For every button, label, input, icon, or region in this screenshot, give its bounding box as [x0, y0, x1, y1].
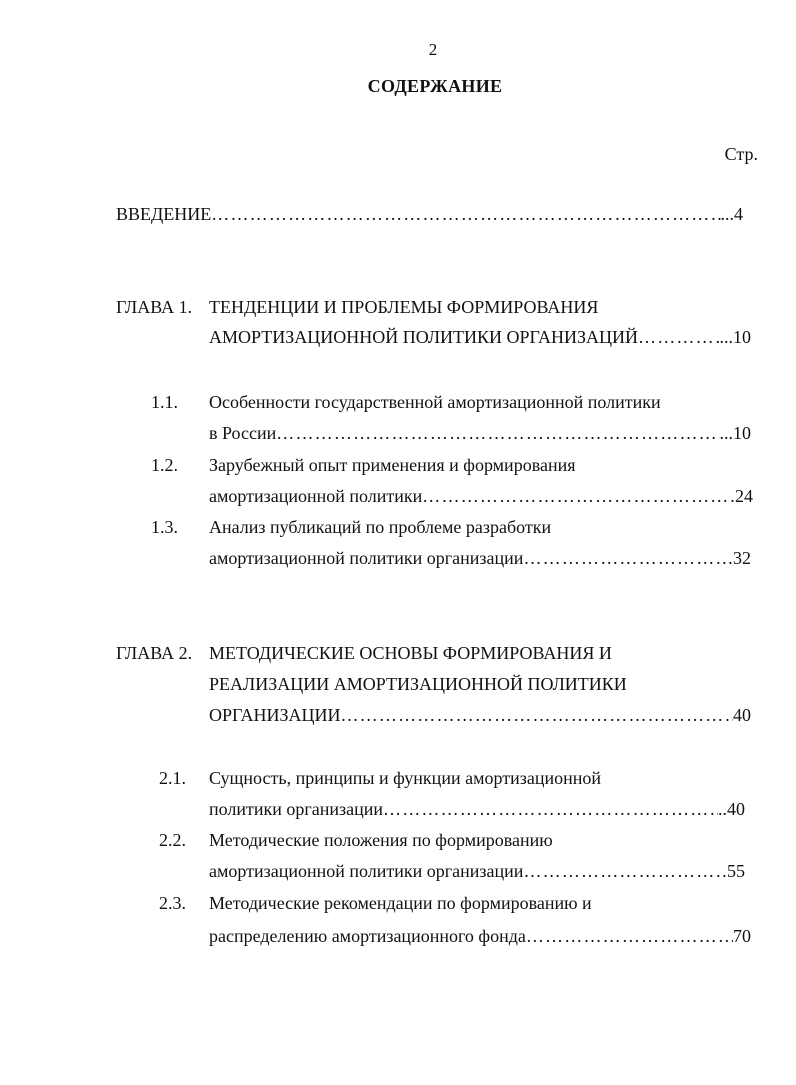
section-number: 1.1.	[151, 392, 178, 412]
toc-entry-label: ОРГАНИЗАЦИИ	[209, 705, 341, 725]
chapter-2-title-line2: РЕАЛИЗАЦИИ АМОРТИЗАЦИОННОЙ ПОЛИТИКИ	[209, 674, 627, 694]
toc-entry-label: АМОРТИЗАЦИОННОЙ ПОЛИТИКИ ОРГАНИЗАЦИЙ	[209, 327, 639, 347]
chapter-2-number: ГЛАВА 2.	[116, 643, 193, 663]
toc-entry-page: ...10	[719, 327, 751, 347]
section-number: 2.1.	[159, 768, 186, 788]
toc-entry-label: ВВЕДЕНИЕ	[116, 204, 212, 224]
toc-leader-dots	[523, 860, 727, 882]
toc-entry-page: ..40	[718, 799, 745, 819]
page-number: 2	[428, 40, 438, 59]
toc-leader-dots	[638, 326, 719, 348]
toc-entry-label: амортизационной политики организации	[209, 548, 524, 568]
section-title-line2	[209, 798, 745, 820]
toc-leader-dots	[276, 422, 719, 444]
toc-leader-dots	[383, 798, 718, 820]
toc-entry-intro	[116, 203, 743, 225]
chapter-1-title-line1: ТЕНДЕНЦИИ И ПРОБЛЕМЫ ФОРМИРОВАНИЯ	[209, 297, 599, 317]
section-title-line1: Анализ публикаций по проблеме разработки	[209, 517, 552, 537]
toc-entry-label: политики организации	[209, 799, 384, 819]
section-number: 2.3.	[159, 893, 186, 913]
section-title-line2	[209, 485, 753, 507]
toc-entry-label: амортизационной политики	[209, 486, 423, 506]
section-title-line1: Методические положения по формированию	[209, 830, 553, 850]
section-title-line2	[209, 422, 751, 444]
toc-entry-page: 40	[733, 705, 751, 725]
section-title-line1: Методические рекомендации по формированию и	[209, 893, 592, 913]
toc-leader-dots	[526, 925, 733, 947]
toc-leader-dots	[422, 485, 735, 507]
toc-entry-label: амортизационной политики организации	[209, 861, 524, 881]
chapter-1-number: ГЛАВА 1.	[116, 297, 193, 317]
toc-entry-page: 32	[733, 548, 751, 568]
toc-leader-dots	[523, 547, 733, 569]
toc-entry-page: 55	[727, 861, 745, 881]
section-number: 1.3.	[151, 517, 178, 537]
toc-entry-label: в России	[209, 423, 277, 443]
chapter-2-title-line3	[209, 704, 751, 726]
toc-leader-dots	[340, 704, 733, 726]
page-column-header: Стр.	[724, 144, 758, 164]
section-title-line2	[209, 547, 751, 569]
section-number: 2.2.	[159, 830, 186, 850]
chapter-2-title-line1: МЕТОДИЧЕСКИЕ ОСНОВЫ ФОРМИРОВАНИЯ И	[209, 643, 612, 663]
section-title-line1: Сущность, принципы и функции амортизационной	[209, 768, 601, 788]
section-title-line1: Зарубежный опыт применения и формирования	[209, 455, 576, 475]
section-title-line2	[209, 860, 745, 882]
section-number: 1.2.	[151, 455, 178, 475]
toc-entry-page: ...4	[720, 204, 743, 224]
toc-entry-page: 70	[733, 926, 751, 946]
section-title-line2	[209, 925, 751, 947]
chapter-1-title-line2	[209, 326, 751, 348]
toc-entry-page: ...10	[719, 423, 751, 443]
toc-entry-label: распределению амортизационного фонда	[209, 926, 526, 946]
page-title: СОДЕРЖАНИЕ	[367, 76, 503, 96]
toc-leader-dots	[211, 203, 720, 225]
section-title-line1: Особенности государственной амортизационной политики	[209, 392, 661, 412]
toc-entry-page: 24	[735, 486, 753, 506]
